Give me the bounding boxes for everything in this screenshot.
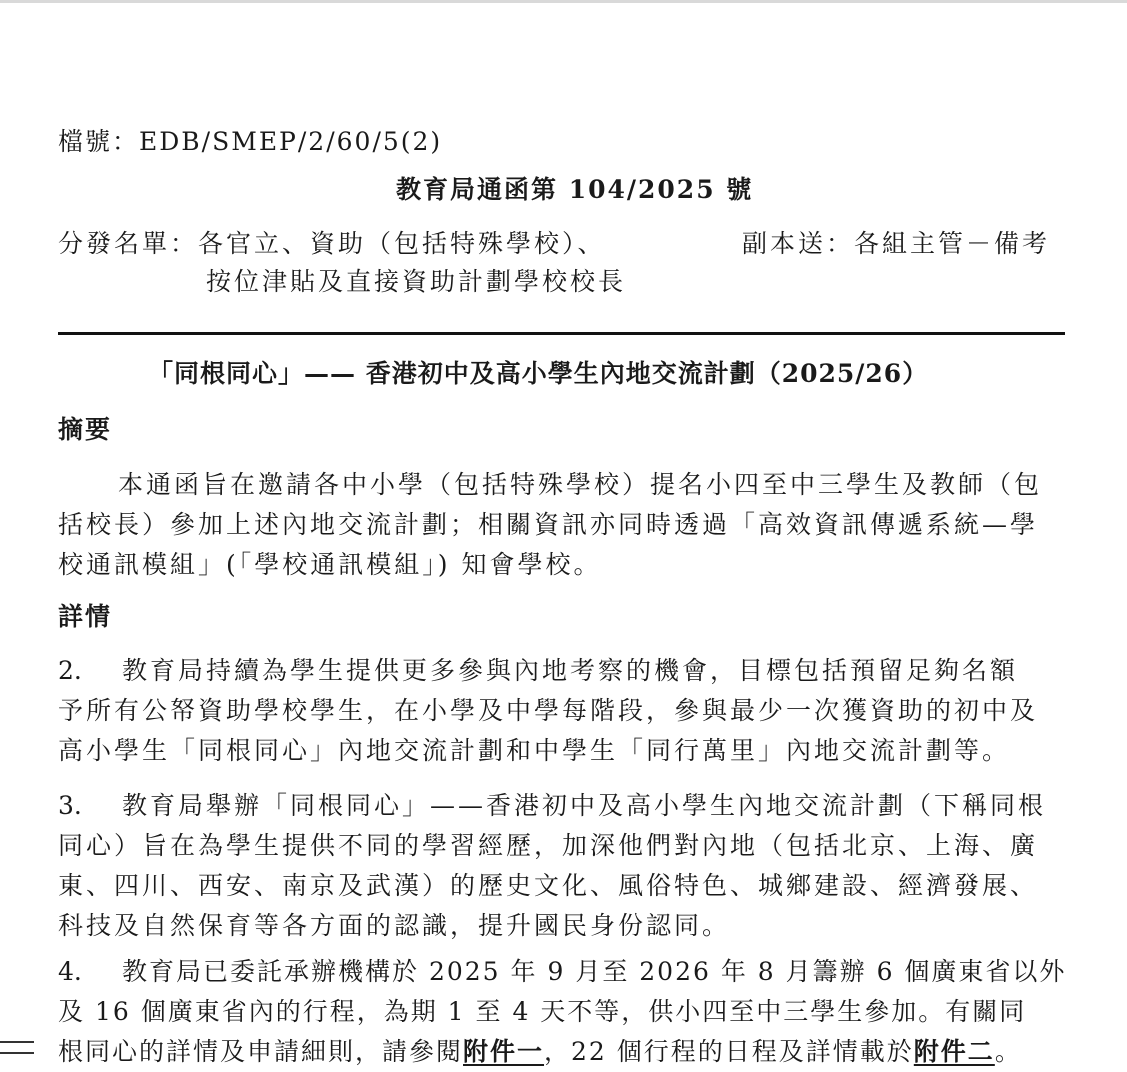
paragraph-4 [58, 952, 1067, 1072]
paragraph-3-line-1: 教育局舉辦「同根同心」——香港初中及高小學生內地交流計劃（下稱同根 [122, 791, 1047, 820]
paragraph-4-line-2: 及 16 個廣東省內的行程，為期 1 至 4 天不等，供小四至中三學生參加。有關同 [58, 997, 1027, 1026]
subject-title: 「同根同心」—— 香港初中及高小學生內地交流計劃（2025/26） [148, 359, 929, 388]
annex-2-link[interactable]: 附件二 [913, 1037, 995, 1066]
distribution-line-2: 按位津貼及直接資助計劃學校校長 [206, 267, 627, 296]
summary-paragraph [58, 465, 1060, 585]
summary-line-2: 括校長）參加上述內地交流計劃；相關資訊亦同時透過「高效資訊傳遞系統—學 [58, 510, 1039, 539]
paragraph-3 [58, 786, 1060, 946]
summary-line-3: 校通訊模組」(「學校通訊模組」) 知會學校。 [58, 550, 602, 579]
circular-number: 教育局通函第 104/2025 號 [396, 175, 754, 204]
summary-line-1: 本通函旨在邀請各中小學（包括特殊學校）提名小四至中三學生及教師（包 [118, 470, 1043, 499]
paragraph-3-number: 3. [58, 791, 82, 820]
paragraph-4-line-3c: 。 [994, 1037, 1022, 1066]
paragraph-4-line-3a: 根同心的詳情及申請細則，請參閱 [58, 1037, 464, 1066]
details-heading: 詳情 [58, 602, 113, 631]
paragraph-2-line-2: 予所有公帑資助學校學生，在小學及中學每階段，參與最少一次獲資助的初中及 [58, 696, 1039, 725]
top-border [0, 0, 1127, 3]
paragraph-4-number: 4. [58, 957, 82, 986]
paragraph-2-line-3: 高小學生「同根同心」內地交流計劃和中學生「同行萬里」內地交流計劃等。 [58, 736, 1011, 765]
distribution-list [58, 224, 606, 260]
file-number: 檔號：EDB/SMEP/2/60/5(2) [58, 127, 443, 156]
distribution-line-1: 各官立、資助（包括特殊學校）、 [198, 229, 606, 258]
header-divider [58, 332, 1065, 335]
paragraph-3-line-3: 東、四川、西安、南京及武漢）的歷史文化、風俗特色、城鄉建設、經濟發展、 [58, 871, 1039, 900]
paragraph-3-line-4: 科技及自然保育等各方面的認識，提升國民身份認同。 [58, 911, 731, 940]
copy-to: 副本送：各組主管－備考 [742, 229, 1051, 258]
annex-1-link[interactable]: 附件一 [463, 1037, 545, 1066]
paragraph-2 [58, 651, 1060, 771]
paragraph-4-line-3b: ，22 個行程的日程及詳情載於 [544, 1037, 914, 1066]
paragraph-4-line-1: 教育局已委託承辦機構於 2025 年 9 月至 2026 年 8 月籌辦 6 個廣東省以外 [122, 957, 1067, 986]
margin-mark [0, 1041, 34, 1054]
paragraph-3-line-2: 同心）旨在為學生提供不同的學習經歷，加深他們對內地（包括北京、上海、廣 [58, 831, 1039, 860]
distribution-label: 分發名單： [58, 229, 199, 258]
paragraph-2-line-1: 教育局持續為學生提供更多參與內地考察的機會，目標包括預留足夠名額 [122, 656, 1019, 685]
paragraph-2-number: 2. [58, 656, 82, 685]
summary-heading: 摘要 [58, 415, 113, 444]
